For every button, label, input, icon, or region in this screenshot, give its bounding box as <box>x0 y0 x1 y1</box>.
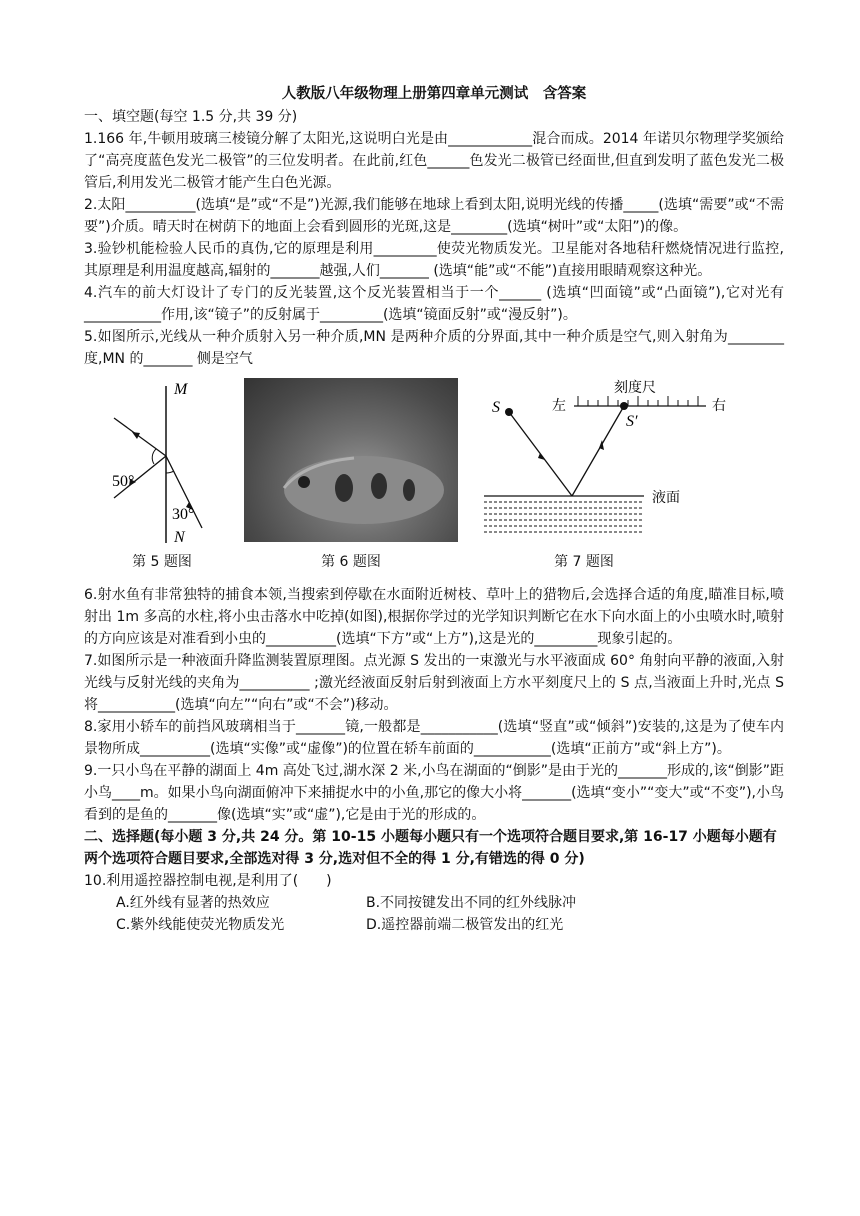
question-6: 6.射水鱼有非常独特的捕食本领,当搜索到停歇在水面附近树枝、草叶上的猎物后,会选择合适的角度,瞄准目标,喷射出 1m 多高的水柱,将小虫击落水中吃掉(如图),根据你学过的光学知识判断它在水下向水面上的小虫喷水时,喷射的方向应该是对准看到小虫的__________(选填“下方”或“上方”),这是光的_________现象引起的。 <box>84 587 784 647</box>
question-8: 8.家用小轿车的前挡风玻璃相当于_______镜,一般都是___________(选填“竖直”或“倾斜”)安装的,这是为了使车内景物所成__________(选填“实像”或“虚像”)的位置在轿车前面的___________(选填“正前方”或“斜上方”)。 <box>84 719 784 757</box>
question-1: 1.166 年,牛顿用玻璃三棱镜分解了太阳光,这说明白光是由____________混合而成。2014 年诺贝尔物理学奖颁给了“高亮度蓝色发光二极管”的三位发明者。在此前,红色______色发光二极管已经面世,但直到发明了蓝色发光二极管后,利用发光二极管才能产生白色光源。 <box>84 131 784 191</box>
ruler-ticks <box>578 396 698 406</box>
ruler-right-label: 右 <box>712 398 726 414</box>
figure-6-caption: 第 6 题图 <box>321 554 381 570</box>
angle-50: 50° <box>112 473 135 490</box>
question-9: 9.一只小鸟在平静的湖面上 4m 高处飞过,湖水深 2 米,小鸟在湖面的“倒影”是由于光的_______形成的,该“倒影”距小鸟____m。如果小鸟向湖面俯冲下来捕捉水中的小鱼,那它的像大小将_______(选填“变小”“变大”或“不变”),小鸟看到的是鱼的_______像(选填“实”或“虚”),它是由于光的形成的。 <box>84 763 784 823</box>
section-2-heading: 二、选择题(每小题 3 分,共 24 分。第 10-15 小题每小题只有一个选项符合题目要求,第 16-17 小题每小题有两个选项符合题目要求,全部选对得 3 分,选对但不全的得 1 分,有错选的得 0 分) <box>84 829 777 867</box>
question-3: 3.验钞机能检验人民币的真伪,它的原理是利用_________使荧光物质发光。卫星能对各地秸秆燃烧情况进行监控,其原理是利用温度越高,辐射的_______越强,人们_______ (选填“能”或“不能”)直接用眼睛观察这种光。 <box>84 241 784 279</box>
figure-5-diagram <box>94 378 224 548</box>
option-d: D.遥控器前端二极管发出的红光 <box>366 917 564 933</box>
option-a: A.红外线有显著的热效应 <box>116 895 270 911</box>
question-10-options-row-2 <box>84 914 784 936</box>
figure-5-caption: 第 5 题图 <box>132 554 192 570</box>
ruler-left-label: 左 <box>552 398 566 414</box>
option-b: B.不同按键发出不同的红外线脉冲 <box>366 895 577 911</box>
point-s-prime-label: S′ <box>626 413 638 430</box>
ruler-label: 刻度尺 <box>614 380 656 396</box>
liquid-hatch <box>484 502 644 532</box>
figures-row <box>84 378 784 578</box>
exam-page <box>84 84 784 936</box>
question-4: 4.汽车的前大灯设计了专门的反光装置,这个反光装置相当于一个______ (选填“凹面镜”或“凸面镜”),它对光有___________作用,该“镜子”的反射属于_________(选填“镜面反射”或“漫反射”)。 <box>84 285 784 323</box>
page-title: 人教版八年级物理上册第四章单元测试 含答案 <box>281 86 587 102</box>
figure-7-diagram <box>484 378 764 548</box>
point-s-label: S <box>492 399 500 416</box>
question-10-options-row-1 <box>84 892 784 914</box>
section-1-heading: 一、填空题(每空 1.5 分,共 39 分) <box>84 109 298 125</box>
label-n: N <box>174 529 185 546</box>
question-5: 5.如图所示,光线从一种介质射入另一种介质,MN 是两种介质的分界面,其中一种介质是空气,则入射角为________度,MN 的_______ 侧是空气 <box>84 329 784 367</box>
question-7: 7.如图所示是一种液面升降监测装置原理图。点光源 S 发出的一束激光与水平液面成 60° 角射向平静的液面,入射光线与反射光线的夹角为__________ ;激光经液面反射后射到液面上方水平刻度尺上的 S 点,当液面上升时,光点 S 将___________(选填“向左”“向右”或“不会”)移动。 <box>84 653 784 713</box>
figure-6-archerfish-photo <box>244 378 458 542</box>
option-c: C.紫外线能使荧光物质发光 <box>116 917 285 933</box>
question-10: 10.利用遥控器控制电视,是利用了( ) <box>84 873 332 889</box>
liquid-label: 液面 <box>652 490 680 506</box>
figure-7-caption: 第 7 题图 <box>554 554 614 570</box>
angle-30: 30° <box>172 506 195 523</box>
label-m: M <box>174 381 188 398</box>
question-2: 2.太阳__________(选填“是”或“不是”)光源,我们能够在地球上看到太阳,说明光线的传播_____(选填“需要”或“不需要”)介质。晴天时在树荫下的地面上会看到圆形的光斑,这是________(选填“树叶”或“太阳”)的像。 <box>84 197 784 235</box>
